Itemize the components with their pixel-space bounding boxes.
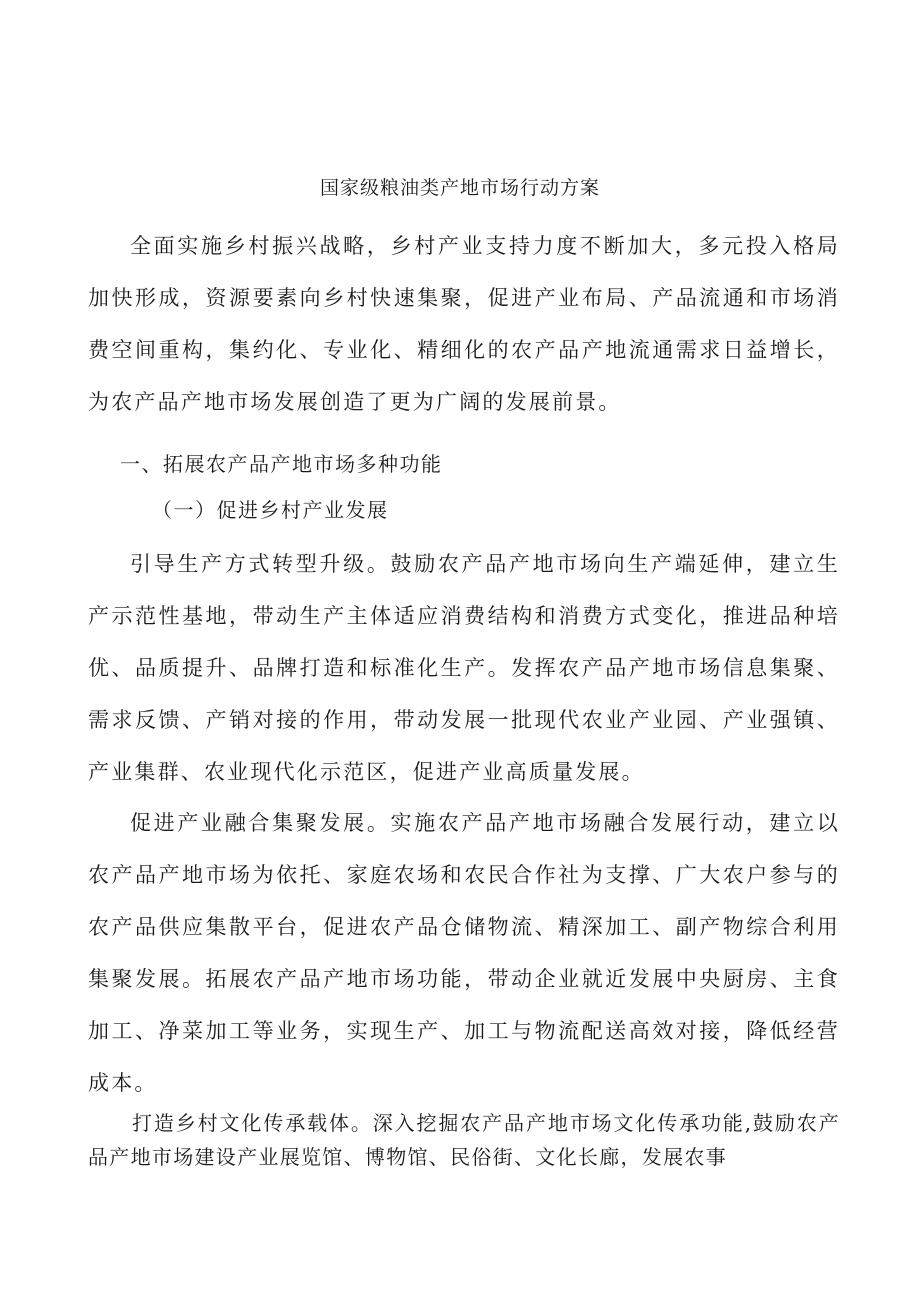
body-paragraph: 引导生产方式转型升级。鼓励农产品产地市场向生产端延伸，建立生产示范性基地，带动生产主体适应消费结构和消费方式变化，推进品种培优、品质提升、品牌打造和标准化生产。发挥农产品产地市场信息集聚、需求反馈、产销对接的作用，带动发展一批现代农业产业园、产业强镇、产业集群、农业现代化示范区，促进产业高质量发展。 <box>88 552 840 784</box>
intro-paragraph: 全面实施乡村振兴战略，乡村产业支持力度不断加大，多元投入格局加快形成，资源要素向乡村快速集聚，促进产业布局、产品流通和市场消费空间重构，集约化、专业化、精细化的农产品产地流通需求日益增长，为农产品产地市场发展创造了更为广阔的发展前景。 <box>88 234 840 414</box>
document-title: 国家级粮油类产地市场行动方案 <box>319 177 600 199</box>
subsection-heading: （一）促进乡村产业发展 <box>152 498 389 522</box>
body-paragraph: 打造乡村文化传承载体。深入挖掘农产品产地市场文化传承功能,鼓励农产品产地市场建设产业展览馆、博物馆、民俗街、文化长廊，发展农事 <box>88 1111 840 1169</box>
body-paragraph: 促进产业融合集聚发展。实施农产品产地市场融合发展行动，建立以农产品产地市场为依托、家庭农场和农民合作社为支撑、广大农户参与的农产品供应集散平台，促进农产品仓储物流、精深加工、副产物综合利用集聚发展。拓展农产品产地市场功能，带动企业就近发展中央厨房、主食加工、净菜加工等业务，实现生产、加工与物流配送高效对接，降低经营成本。 <box>88 811 840 1095</box>
section-heading: 一、拓展农产品产地市场多种功能 <box>120 452 443 476</box>
